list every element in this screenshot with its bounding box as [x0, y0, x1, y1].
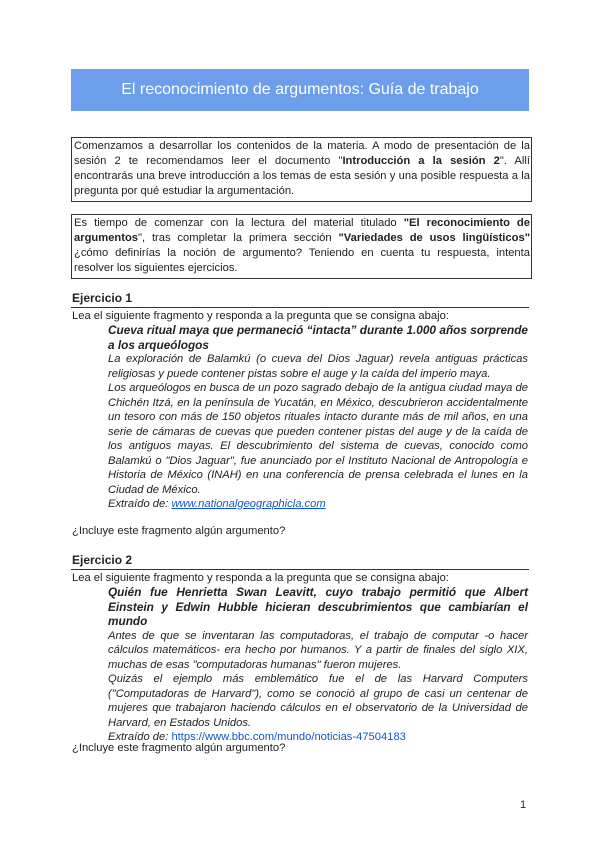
exercise1-paragraph1: La exploración de Balamkú (o cueva del Dios Jaguar) revela antiguas prácticas religiosas y puede contener pistas sobre el auge y la caída del imperio maya.: [108, 353, 528, 380]
exercise2-source-label: Extraído de:: [108, 731, 172, 743]
exercise2-quote: [108, 585, 528, 745]
exercise1-paragraph2: Los arqueólogos en busca de un pozo sagrado debajo de la antigua ciudad maya de Chichén Itzá, en la península de Yucatán, en México, descubrieron accidentalmente un tesoro con más de 150 objetos rituales intacto durante más de mil años, en una serie de cámaras de cuevas que pueden contener pistas del auge y de la caída de los antiguos mayas. El descubrimiento del sistema de cuevas, conocido como Balamkú o "Dios Jaguar", fue anunciado por el Instituto Nacional de Antropología e Historia de México (INAH) en una conferencia de prensa celebrada el lunes en la Ciudad de México.: [108, 382, 528, 496]
intro-box: [71, 137, 532, 202]
exercise2-quote-title: Quién fue Henrietta Swan Leavitt, cuyo trabajo permitió que Albert Einstein y Edwin Hubble hicieran descubrimientos que cambiarían el mundo: [108, 585, 528, 628]
task-material-title: "El reconocimiento de argumentos: [74, 217, 530, 244]
exercise1-title: Ejercicio 1: [72, 291, 133, 305]
intro-text-after: ". Allí encontrarás una breve introducción a los temas de esta sesión y una posible respuesta a la pregunta por qué estudiar la argumentación.: [74, 155, 530, 197]
task-text-1: Es tiempo de comenzar con la lectura del material titulado: [74, 217, 404, 229]
exercise2-title: Ejercicio 2: [72, 553, 133, 567]
exercise1-intro: Lea el siguiente fragmento y responda a la pregunta que se consigna abajo:: [72, 310, 449, 322]
exercise2-paragraph2: Quizás el ejemplo más emblemático fue el de las Harvard Computers ("Computadoras de Harvard"), como se conoció al grupo de casi un centenar de mujeres que trabajaron haciendo cálculos en el observatorio de la Universidad de Harvard, en Estados Unidos.: [108, 673, 528, 729]
exercise2-source-link[interactable]: https://www.bbc.com/mundo/noticias-47504183: [171, 731, 406, 743]
exercise1-source-link[interactable]: www.nationalgeographicla.com: [171, 498, 326, 510]
exercise1-quote: [108, 323, 528, 512]
task-text-3: ¿cómo definirías la noción de argumento? Teniendo en cuenta tu respuesta, intenta resolver los siguientes ejercicios.: [74, 247, 530, 274]
exercise1-quote-title: Cueva ritual maya que permaneció “intacta” durante 1.000 años sorprende a los arqueólogos: [108, 323, 528, 352]
exercise1-source: [108, 497, 528, 512]
exercise1-question: ¿Incluye este fragmento algún argumento?: [72, 525, 286, 537]
task-text-2: ", tras completar la primera sección: [138, 232, 339, 244]
exercise2-intro: Lea el siguiente fragmento y responda a la pregunta que se consigna abajo:: [72, 572, 449, 584]
page-number: 1: [520, 799, 527, 811]
exercise2-paragraph1: Antes de que se inventaran las computadoras, el trabajo de computar -o hacer cálculos matemáticos- era hecho por humanos. Y a partir de finales del siglo XIX, muchas de esas "computadoras humanas" fueron mujeres.: [108, 629, 528, 671]
task-box: [71, 214, 532, 279]
exercise2-divider: [71, 569, 529, 570]
exercise1-divider: [71, 307, 529, 308]
exercise2-question: ¿Incluye este fragmento algún argumento?: [72, 742, 286, 754]
title-banner: [71, 69, 529, 111]
page-title: El reconocimiento de argumentos: Guía de trabajo: [121, 81, 479, 98]
intro-text-before: Comenzamos a desarrollar los contenidos de la materia. A modo de presentación de la sesión 2 te recomendamos leer el documento ": [74, 140, 530, 167]
task-section-title: "Variedades de usos lingüísticos": [338, 232, 530, 244]
exercise1-source-label: Extraído de:: [108, 498, 172, 510]
intro-document-name: Introducción a la sesión 2: [342, 155, 500, 167]
